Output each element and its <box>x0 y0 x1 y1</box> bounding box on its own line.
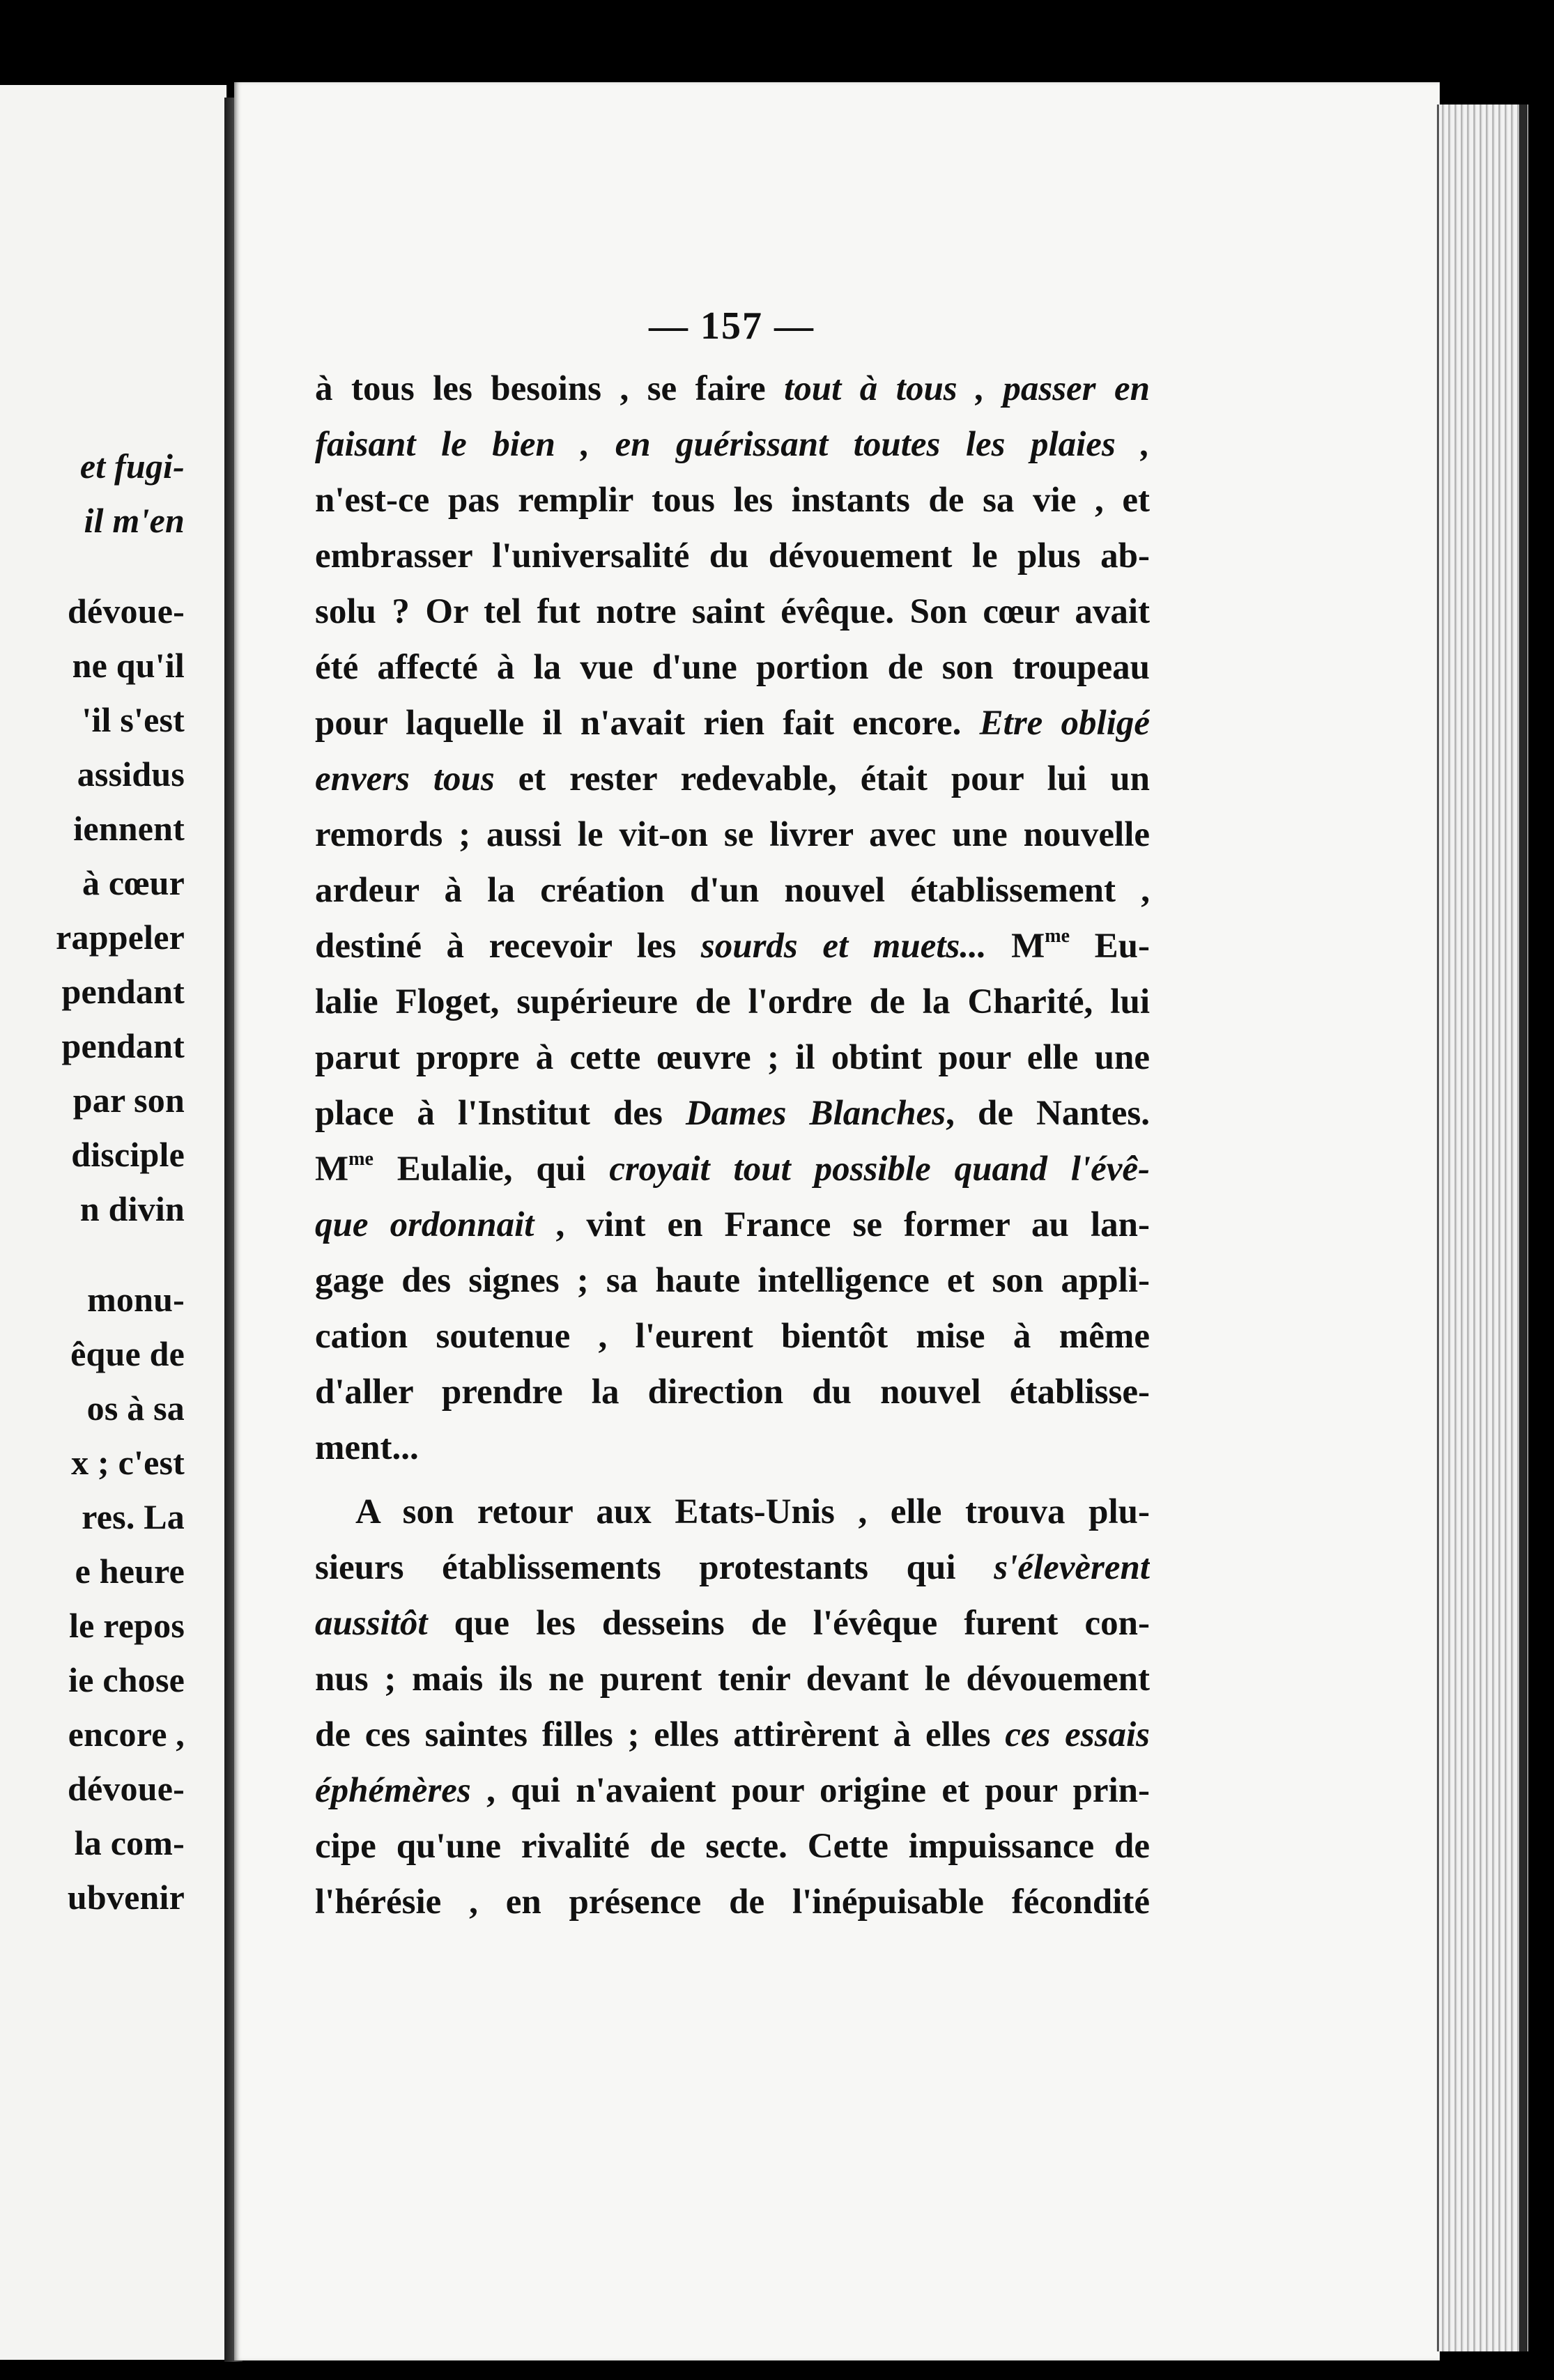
text-segment: à tous les besoins , se faire <box>315 369 785 408</box>
text-line <box>315 863 1150 918</box>
text-line <box>315 1707 1150 1763</box>
italic-text: Dames Blanches <box>685 1094 946 1133</box>
text-line <box>315 472 1150 528</box>
text-segment: cation soutenue , l'eurent bientôt mise à même <box>315 1317 1150 1356</box>
previous-page-line: 'il s'est <box>82 700 185 739</box>
text-segment: remords ; aussi le vit-on se livrer avec une nouvelle <box>315 815 1150 854</box>
superscript: me <box>1045 925 1070 947</box>
text-segment: cipe qu'une rivalité de secte. Cette impuissance de <box>315 1827 1150 1866</box>
text-segment: place à l'Institut des <box>315 1094 686 1133</box>
text-segment: gage des signes ; sa haute intelligence et son appli- <box>315 1261 1150 1300</box>
text-line <box>315 1540 1150 1595</box>
previous-page-line: ie chose <box>68 1660 185 1699</box>
italic-text: s'élevèrent <box>994 1548 1150 1587</box>
previous-page-line: assidus <box>77 755 185 794</box>
italic-text: tout à tous , passer en <box>784 369 1150 408</box>
text-segment: et rester redevable, était pour lui un <box>494 759 1150 798</box>
previous-page-line: pendant <box>61 1026 185 1065</box>
previous-page-line: par son <box>72 1081 185 1120</box>
text-segment: Eu- <box>1070 927 1150 966</box>
text-segment: que les desseins de l'évêque furent con- <box>427 1604 1150 1643</box>
superscript: me <box>348 1148 374 1170</box>
text-segment: parut propre à cette œuvre ; il obtint pour elle une <box>315 1038 1150 1077</box>
text-line <box>315 1085 1150 1141</box>
text-line <box>315 918 1150 974</box>
page-edges <box>1437 105 1528 2351</box>
italic-text: éphémères <box>315 1771 471 1810</box>
previous-page-line: iennent <box>73 809 185 848</box>
text-segment: solu ? Or tel fut notre saint évêque. Son cœur avait <box>315 592 1150 631</box>
italic-text: ces essais <box>1005 1715 1150 1754</box>
text-line <box>315 807 1150 863</box>
previous-page-line: n divin <box>79 1189 185 1228</box>
previous-page-line: la com- <box>74 1823 185 1862</box>
text-segment: lalie Floget, supérieure de l'ordre de la Charité, lui <box>315 982 1150 1021</box>
italic-text: que ordonnait <box>315 1205 534 1244</box>
text-line <box>315 361 1150 417</box>
previous-page-line: le repos <box>69 1606 185 1645</box>
text-line <box>315 1253 1150 1308</box>
text-line <box>315 640 1150 695</box>
text-line <box>315 1484 1150 1540</box>
text-segment: sieurs établissements protestants qui <box>315 1548 994 1587</box>
text-line <box>315 1651 1150 1707</box>
text-segment: nus ; mais ils ne purent tenir devant le dévouement <box>315 1660 1150 1699</box>
italic-text: sourds et muets... <box>700 927 987 966</box>
text-line <box>315 1308 1150 1364</box>
text-segment: embrasser l'universalité du dévouement le plus ab- <box>315 536 1150 575</box>
text-segment: d'aller prendre la direction du nouvel établisse- <box>315 1373 1150 1412</box>
previous-page-line: dévoue- <box>67 1769 185 1808</box>
previous-page-line: monu- <box>87 1280 185 1319</box>
text-line <box>315 584 1150 640</box>
page-number: — 157 — <box>649 304 815 348</box>
previous-page-line: à cœur <box>82 863 185 902</box>
text-segment: A son retour aux Etats-Unis , elle trouva plu- <box>355 1492 1150 1531</box>
text-segment: Eulalie, qui <box>373 1150 610 1189</box>
text-line <box>315 1763 1150 1818</box>
italic-text: aussitôt <box>315 1604 428 1643</box>
previous-page-line: pendant <box>61 972 185 1011</box>
text-segment: pour laquelle il n'avait rien fait encore. <box>315 704 980 743</box>
previous-page-line: dévoue- <box>67 592 185 631</box>
text-line <box>315 1364 1150 1420</box>
text-line <box>315 1141 1150 1197</box>
previous-page-line: res. La <box>82 1497 185 1536</box>
text-segment: , vint en France se former au lan- <box>534 1205 1150 1244</box>
text-segment: ment... <box>315 1428 419 1467</box>
italic-text: envers tous <box>315 759 495 798</box>
text-segment: destiné à recevoir les <box>315 927 701 966</box>
previous-page-line: rappeler <box>56 918 185 957</box>
text-line <box>315 1595 1150 1651</box>
previous-page-line: il m'en <box>84 501 185 540</box>
text-line <box>315 1030 1150 1085</box>
text-segment: n'est-ce pas remplir tous les instants de sa vie , et <box>315 481 1150 520</box>
text-segment: l'hérésie , en présence de l'inépuisable fécondité <box>315 1883 1150 1922</box>
previous-page-line: et fugi- <box>79 447 185 486</box>
text-line <box>315 528 1150 584</box>
text-line <box>315 1420 1150 1476</box>
text-line <box>315 974 1150 1030</box>
previous-page-line: disciple <box>71 1135 185 1174</box>
italic-text: croyait tout possible quand l'évê- <box>609 1150 1150 1189</box>
text-segment: de ces saintes filles ; elles attirèrent à elles <box>315 1715 1006 1754</box>
text-segment: M <box>986 927 1045 966</box>
previous-page-line: êque de <box>70 1334 185 1373</box>
text-line <box>315 417 1150 472</box>
previous-page-line: e heure <box>75 1552 185 1591</box>
previous-page <box>0 85 228 2360</box>
text-line <box>315 1197 1150 1253</box>
previous-page-text <box>0 439 185 1924</box>
previous-page-line: x ; c'est <box>71 1443 185 1482</box>
text-line <box>315 751 1150 807</box>
page-edges-shadow <box>1519 105 1528 2351</box>
text-segment: ardeur à la création d'un nouvel établissement , <box>315 871 1150 910</box>
previous-page-line: os à sa <box>86 1389 185 1428</box>
italic-text: Etre obligé <box>979 704 1150 743</box>
previous-page-line: ubvenir <box>67 1878 185 1917</box>
text-segment: été affecté à la vue d'une portion de son troupeau <box>315 648 1150 687</box>
body-text <box>315 361 1150 1930</box>
text-segment: , de Nantes. <box>946 1094 1150 1133</box>
text-line <box>315 1874 1150 1930</box>
text-segment: M <box>315 1150 349 1189</box>
previous-page-line: ne qu'il <box>72 646 185 685</box>
italic-text: faisant le bien , en guérissant toutes les plaies , <box>315 425 1150 464</box>
text-line <box>315 1818 1150 1874</box>
previous-page-line: encore , <box>68 1715 185 1754</box>
text-line <box>315 695 1150 751</box>
text-segment: , qui n'avaient pour origine et pour prin- <box>470 1771 1150 1810</box>
